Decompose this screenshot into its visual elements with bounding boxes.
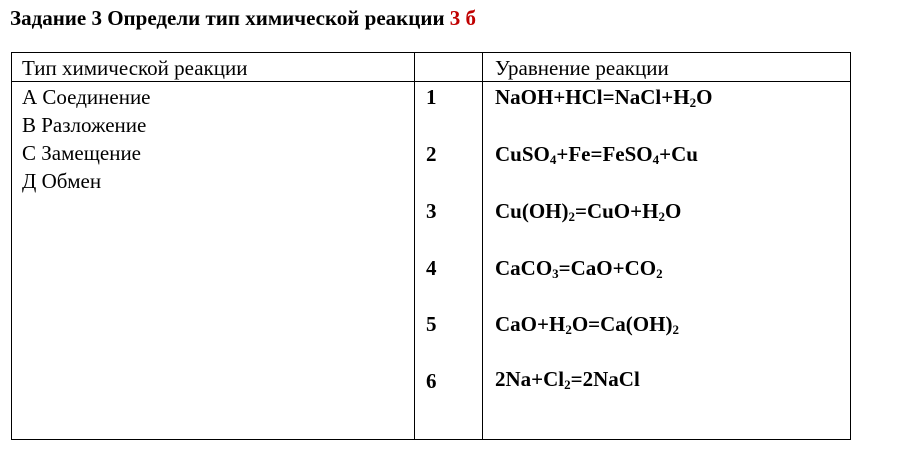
task-title-text: Задание 3 Определи тип химической реакции: [10, 6, 445, 30]
column-divider-type: [414, 53, 415, 439]
reaction-equation: $CaO+H_2O=Ca(OH)_2$: [495, 312, 679, 337]
reaction-equation: CuSO$_4$+Fe=FeSO$_4$+Cu: [495, 142, 698, 167]
header-reaction-type: Тип химической реакции: [22, 56, 248, 80]
reaction-number: 1: [426, 85, 437, 109]
reaction-type-item: В Разложение: [22, 113, 147, 137]
task-points: 3 б: [449, 6, 477, 30]
reaction-type-item: А Соединение: [22, 85, 151, 109]
reaction-number: 5: [426, 312, 437, 336]
reaction-type-item: С Замещение: [22, 141, 141, 165]
reaction-equation: $2Na+Cl_2=2NaCl$: [495, 367, 640, 392]
reaction-number: 2: [426, 142, 437, 166]
reaction-number: 3: [426, 199, 437, 223]
task-title: [10, 6, 476, 31]
reaction-number: 4: [426, 256, 437, 280]
column-divider-number: [482, 53, 483, 439]
reaction-type-item: Д Обмен: [22, 169, 102, 193]
reaction-equation: $CaCO_3=CaO+CO_2$: [495, 256, 663, 281]
header-equation: Уравнение реакции: [495, 56, 669, 80]
header-divider: [12, 81, 850, 82]
reaction-equation: $Cu(OH)_2=CuO+H_2O$: [495, 199, 682, 224]
reaction-equation: $NaOH+HCl=NaCl+H_2O$: [495, 85, 713, 110]
reaction-table: [11, 52, 851, 440]
reaction-number: 6: [426, 369, 437, 393]
